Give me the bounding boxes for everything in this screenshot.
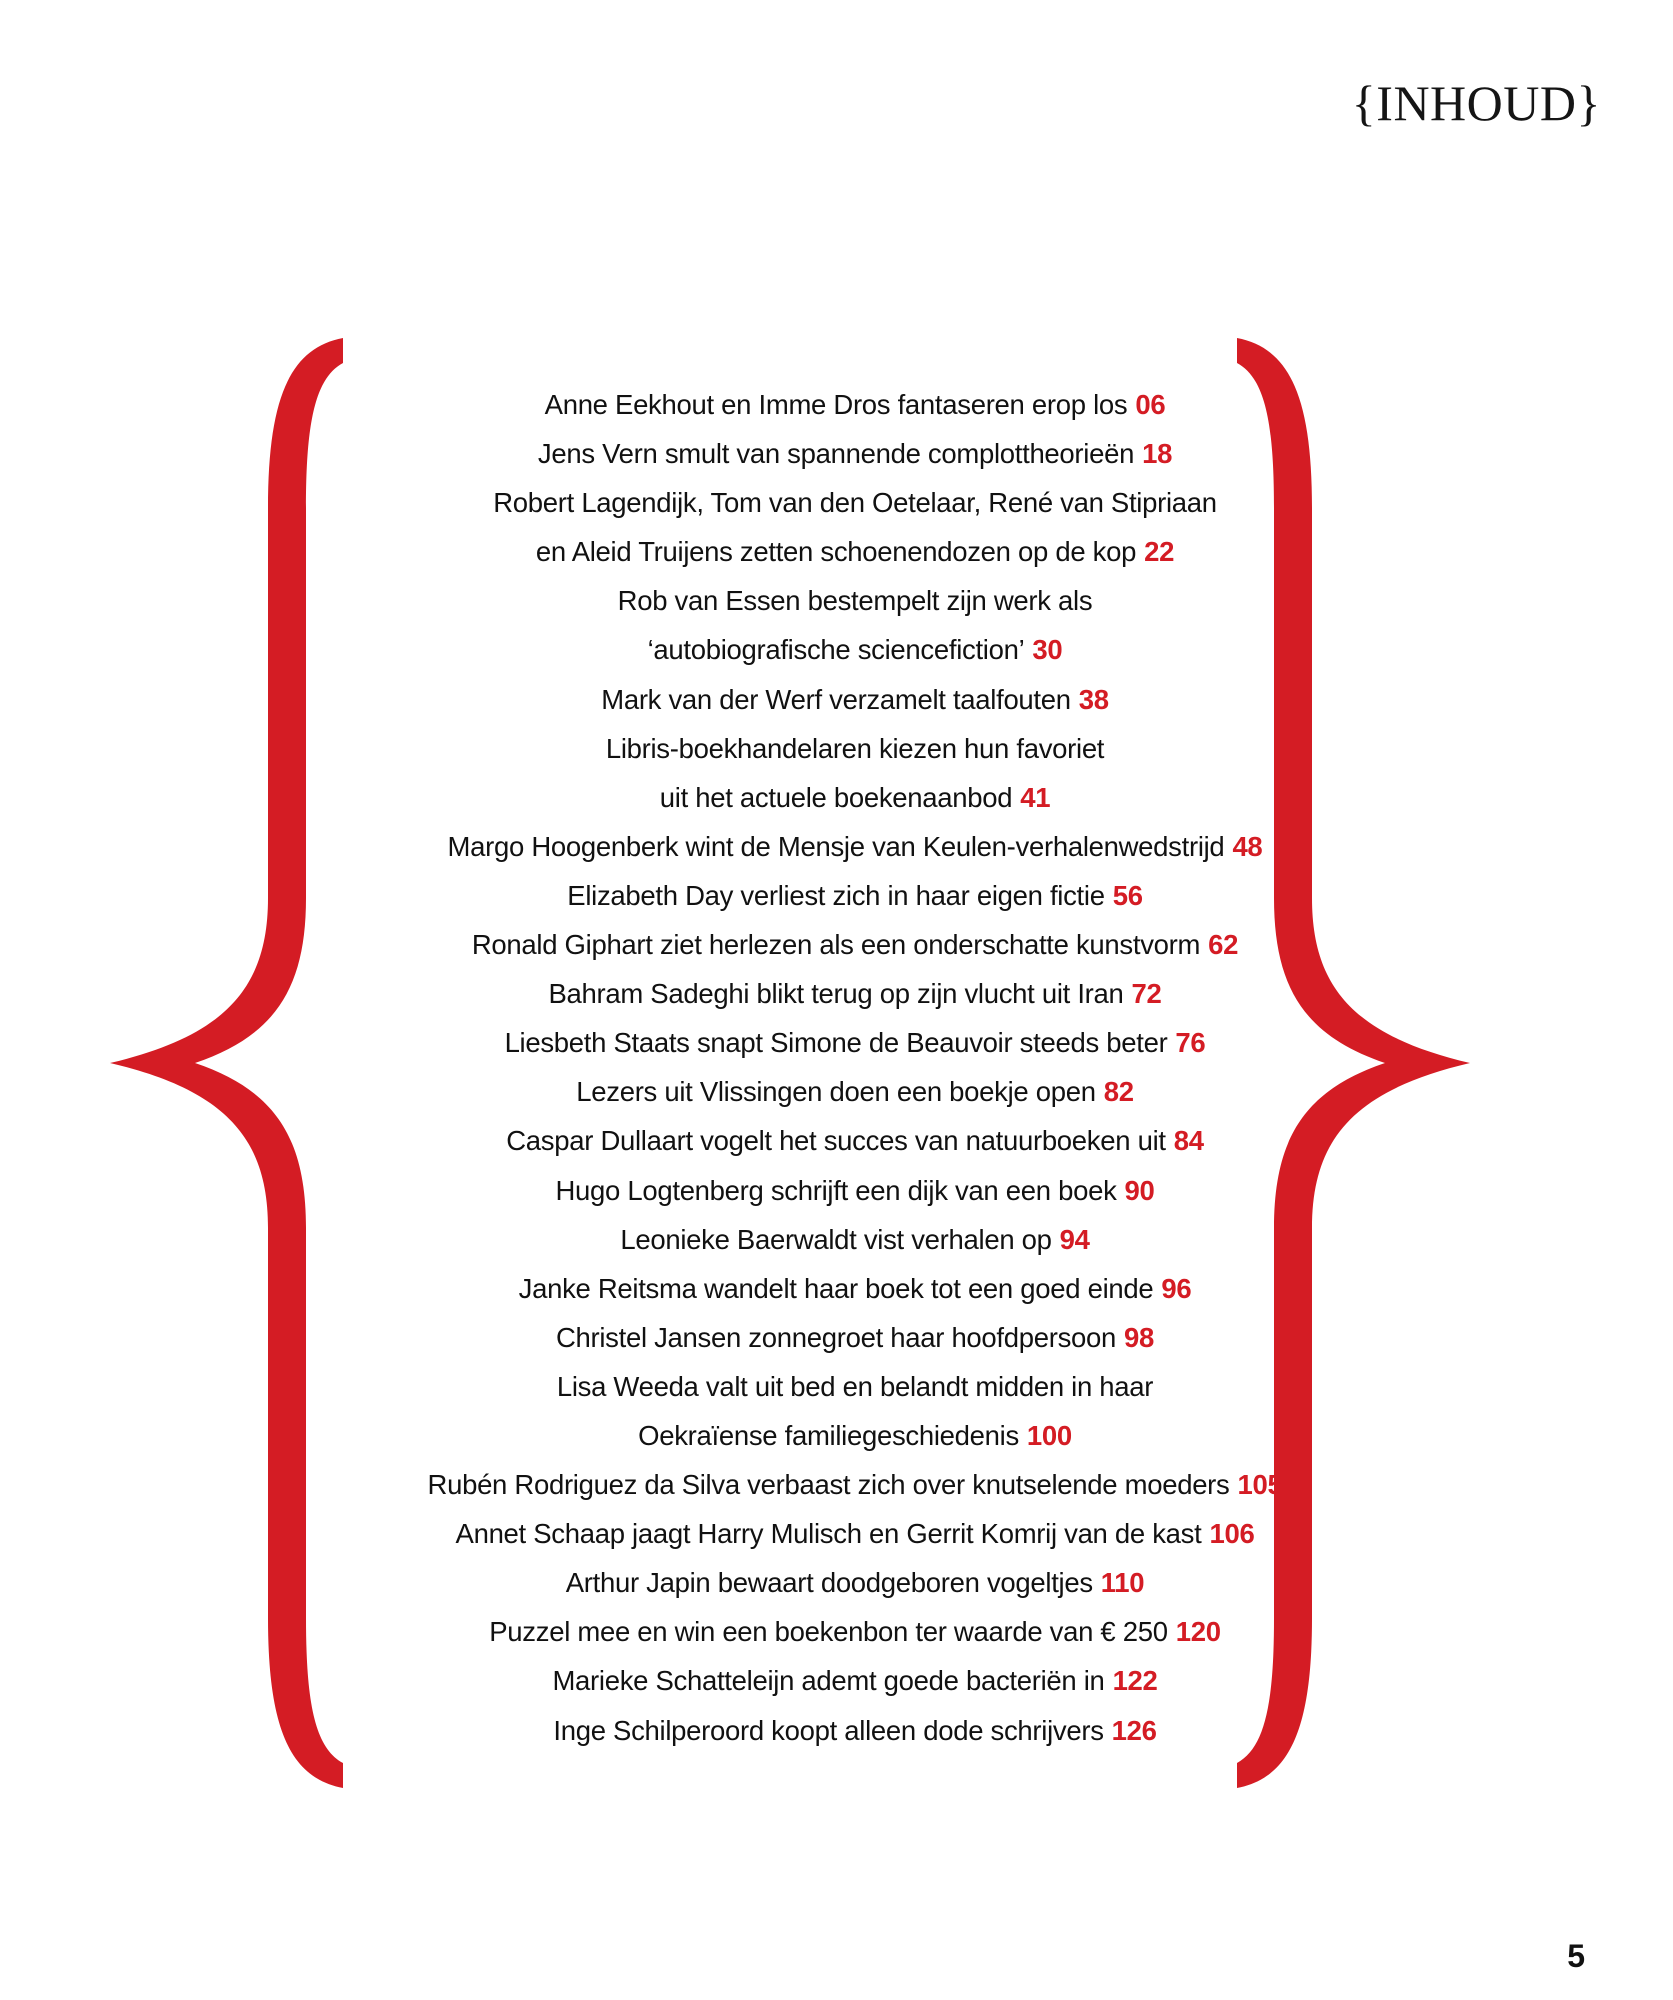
page-number: 5 — [1567, 1938, 1585, 1974]
toc-entry-page: 82 — [1103, 1076, 1134, 1108]
toc-entry-title: Mark van der Werf verzamelt taalfouten — [601, 683, 1071, 715]
toc-entry-page: 84 — [1173, 1125, 1204, 1157]
toc-entry-page: 18 — [1142, 438, 1173, 470]
toc-entry-title: Christel Jansen zonnegroet haar hoofdpersoon — [555, 1321, 1117, 1353]
toc-entry — [340, 478, 1370, 527]
toc-entry-page: 76 — [1175, 1027, 1206, 1059]
toc-entry-page: 06 — [1135, 389, 1166, 420]
toc-entry — [340, 822, 1370, 871]
toc-entry — [340, 1460, 1370, 1509]
toc-entry-title: en Aleid Truijens zetten schoenendozen op de kop — [535, 536, 1137, 568]
toc-entry-title: Janke Reitsma wandelt haar boek tot een goed einde — [518, 1272, 1154, 1304]
toc-entry — [340, 1362, 1370, 1411]
toc-entry-title: Margo Hoogenberk wint de Mensje van Keulen-verhalenwedstrijd — [447, 830, 1225, 862]
toc-entry — [340, 1706, 1370, 1755]
toc-entry-title: Oekraïense familiegeschiedenis — [638, 1419, 1019, 1451]
toc-entry — [340, 1313, 1370, 1362]
toc-entry-title: Arthur Japin bewaart doodgeboren vogeltjes — [565, 1567, 1093, 1599]
toc-entry-page: 100 — [1026, 1419, 1072, 1451]
page-title: {INHOUD} — [1351, 75, 1601, 131]
toc-entry — [340, 1215, 1370, 1264]
toc-entry-title: Caspar Dullaart vogelt het succes van natuurboeken uit — [506, 1125, 1166, 1157]
table-of-contents — [340, 380, 1370, 1755]
toc-entry-page: 38 — [1078, 683, 1109, 715]
toc-entry-title: Robert Lagendijk, Tom van den Oetelaar, René van Stipriaan — [493, 487, 1217, 519]
toc-entry-page: 72 — [1131, 978, 1162, 1010]
toc-entry-page: 110 — [1100, 1567, 1145, 1599]
toc-entry-title: Hugo Logtenberg schrijft een dijk van een boek — [555, 1174, 1117, 1206]
toc-entry — [340, 675, 1370, 724]
toc-entry-title: Elizabeth Day verliest zich in haar eigen fictie — [567, 879, 1105, 911]
toc-entry-title: Lisa Weeda valt uit bed en belandt midden in haar — [556, 1370, 1154, 1402]
toc-entry — [340, 1607, 1370, 1656]
toc-entry — [340, 1166, 1370, 1215]
toc-entry-title: uit het actuele boekenaanbod — [659, 781, 1013, 813]
toc-entry — [340, 380, 1370, 429]
toc-entry-page: 56 — [1112, 879, 1143, 911]
toc-entry-page: 106 — [1209, 1518, 1255, 1550]
toc-entry-page: 98 — [1124, 1321, 1155, 1353]
toc-entry-page: 105 — [1237, 1469, 1283, 1501]
toc-entry-title: Bahram Sadeghi blikt terug op zijn vlucht uit Iran — [548, 978, 1124, 1010]
toc-entry — [340, 1018, 1370, 1067]
toc-entry-title: Annet Schaap jaagt Harry Mulisch en Gerrit Komrij van de kast — [455, 1518, 1202, 1550]
toc-entry-page: 48 — [1232, 830, 1263, 862]
toc-entry — [340, 969, 1370, 1018]
toc-entry-title: ‘autobiografische sciencefiction’ — [647, 634, 1025, 666]
toc-entry — [340, 527, 1370, 576]
toc-entry — [340, 1656, 1370, 1705]
toc-entry-page: 94 — [1059, 1223, 1090, 1255]
toc-entry-page: 122 — [1112, 1665, 1158, 1697]
toc-entry — [340, 429, 1370, 478]
toc-entry — [340, 1067, 1370, 1116]
toc-entry-page: 90 — [1124, 1174, 1155, 1206]
toc-entry-title: Rubén Rodriguez da Silva verbaast zich over knutselende moeders — [427, 1469, 1230, 1501]
toc-entry — [340, 871, 1370, 920]
toc-entry-page: 96 — [1161, 1272, 1192, 1304]
left-curly-brace-ornament — [110, 338, 350, 1788]
toc-entry-page: 126 — [1111, 1714, 1157, 1746]
toc-entry — [340, 1558, 1370, 1607]
toc-entry — [340, 920, 1370, 969]
toc-entry-title: Jens Vern smult van spannende complottheorieën — [537, 438, 1135, 470]
toc-entry-title: Libris-boekhandelaren kiezen hun favoriet — [605, 732, 1105, 764]
toc-entry-title: Leonieke Baerwaldt vist verhalen op — [620, 1223, 1052, 1255]
toc-entry-title: Ronald Giphart ziet herlezen als een onderschatte kunstvorm — [471, 929, 1201, 961]
toc-entry — [340, 1264, 1370, 1313]
toc-entry-title: Lezers uit Vlissingen doen een boekje open — [576, 1076, 1096, 1108]
toc-entry — [340, 773, 1370, 822]
toc-entry — [340, 724, 1370, 773]
toc-entry — [340, 1116, 1370, 1165]
toc-entry-page: 22 — [1144, 536, 1175, 568]
toc-entry — [340, 625, 1370, 674]
toc-entry — [340, 1509, 1370, 1558]
toc-entry-page: 62 — [1208, 929, 1239, 961]
toc-entry — [340, 576, 1370, 625]
toc-entry-title: Liesbeth Staats snapt Simone de Beauvoir steeds beter — [504, 1027, 1168, 1059]
toc-entry-title: Marieke Schatteleijn ademt goede bacteriën in — [552, 1665, 1105, 1697]
toc-entry-title: Rob van Essen bestempelt zijn werk als — [617, 585, 1093, 617]
toc-entry-title: Inge Schilperoord koopt alleen dode schrijvers — [553, 1714, 1104, 1746]
toc-entry — [340, 1411, 1370, 1460]
toc-entry-title: Anne Eekhout en Imme Dros fantaseren erop los — [544, 389, 1128, 420]
toc-entry-page: 41 — [1020, 781, 1051, 813]
toc-entry-page: 30 — [1032, 634, 1063, 666]
toc-entry-title: Puzzel mee en win een boekenbon ter waarde van € 250 — [489, 1616, 1168, 1648]
toc-entry-page: 120 — [1175, 1616, 1221, 1648]
